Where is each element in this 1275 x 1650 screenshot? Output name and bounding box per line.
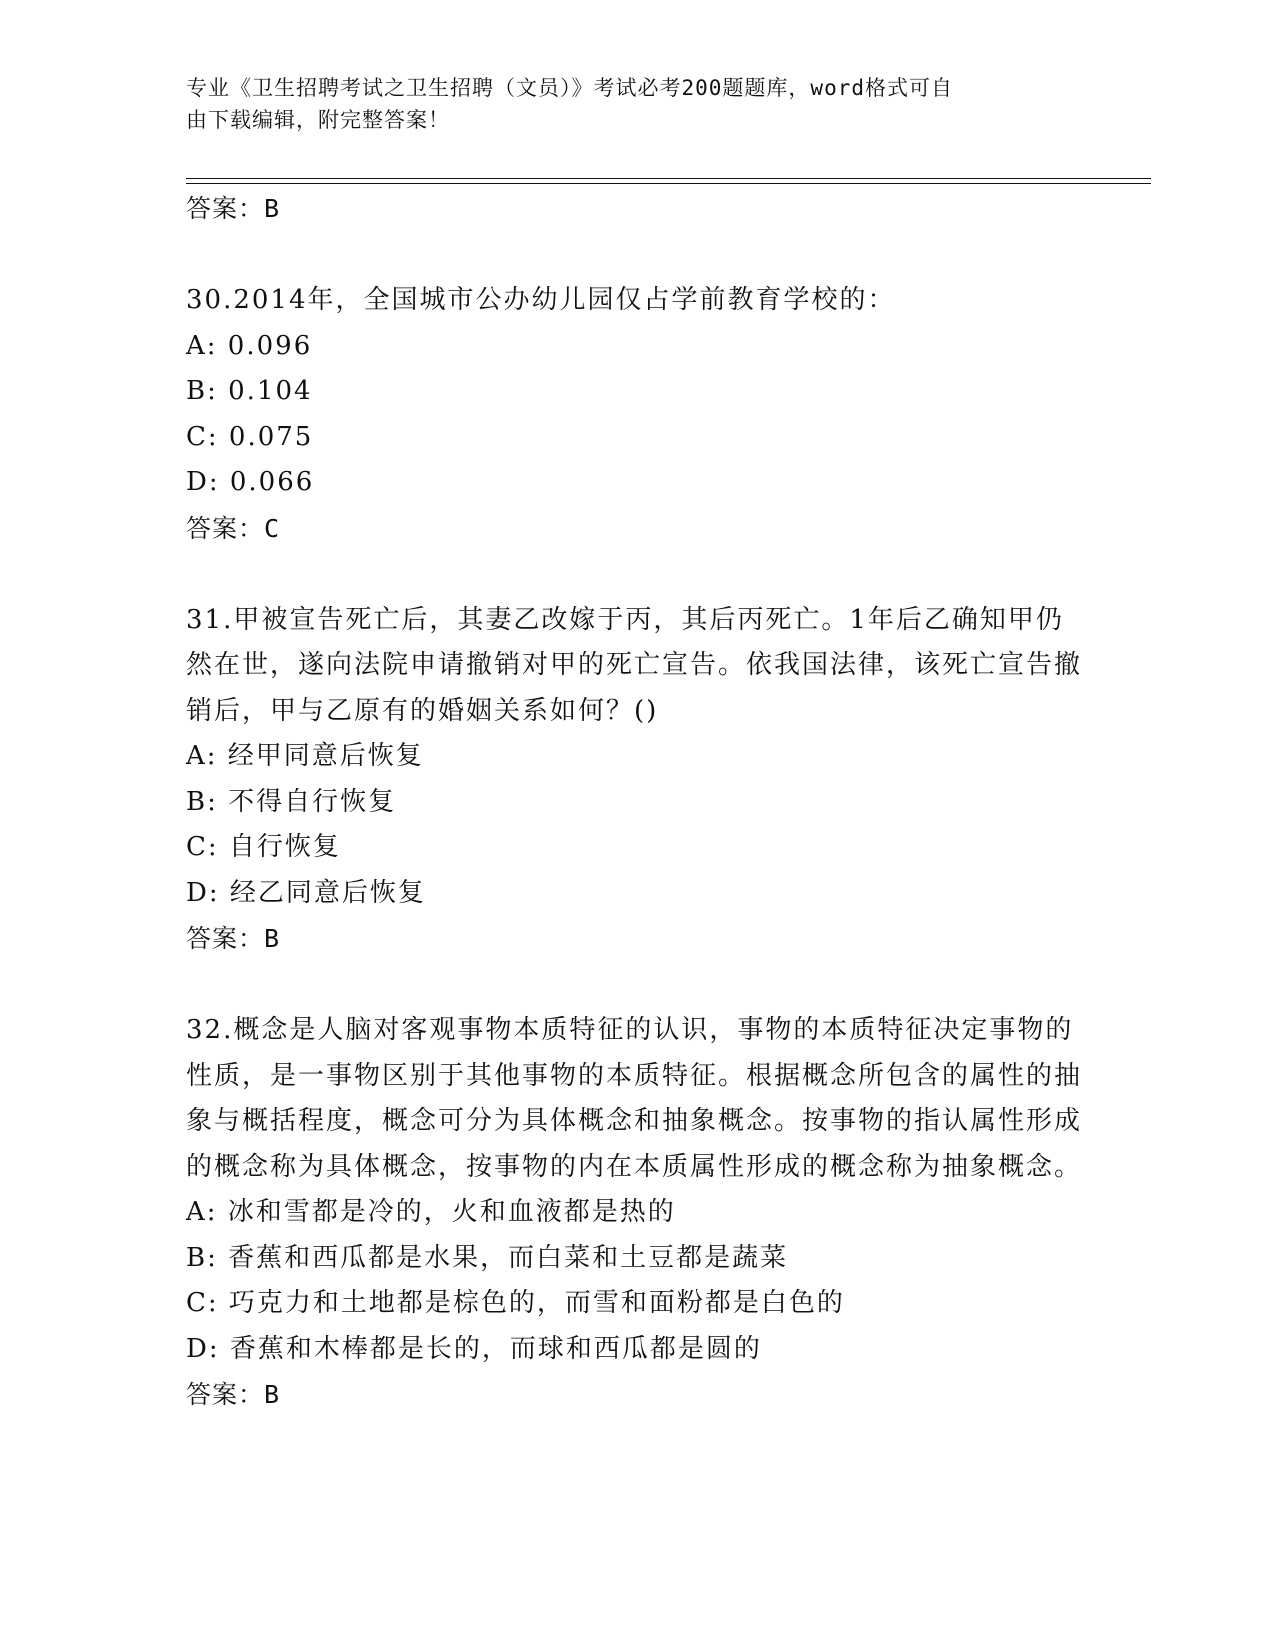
option-d: D: 0.066 [186, 467, 315, 497]
option-a: A: 冰和雪都是冷的，火和血液都是热的 [186, 1197, 676, 1227]
option-c: C: 自行恢复 [186, 832, 341, 862]
question-answer: 答案：B [186, 1380, 281, 1409]
document-header [186, 72, 1066, 136]
header-line-2: 由下载编辑，附完整答案！ [186, 108, 450, 132]
option-b: B: 不得自行恢复 [186, 786, 397, 817]
question-stem: 30.2014年，全国城市公办幼儿园仅占学前教育学校的： [186, 285, 896, 315]
question-stem: 31.甲被宣告死亡后，其妻乙改嫁于丙，其后丙死亡。1年后乙确知甲仍然在世，遂向法院申请撤销对甲的死亡宣告。依我国法律，该死亡宣告撤销后，甲与乙原有的婚姻关系如何？() [186, 604, 1083, 726]
header-line-1: 专业《卫生招聘考试之卫生招聘（文员）》考试必考200题题库，word格式可自 [186, 76, 953, 100]
option-d: D: 香蕉和木棒都是长的，而球和西瓜都是圆的 [186, 1333, 762, 1364]
question-31 [186, 598, 1086, 963]
question-answer: 答案：C [186, 513, 281, 543]
question-32 [186, 1008, 1086, 1418]
option-c: C: 巧克力和土地都是棕色的，而雪和面粉都是白色的 [186, 1288, 845, 1318]
question-stem: 32.概念是人脑对客观事物本质特征的认识，事物的本质特征决定事物的性质，是一事物区别于其他事物的本质特征。根据概念所包含的属性的抽象与概括程度，概念可分为具体概念和抽象概念。按事物的指认属性形成的概念称为具体概念，按事物的内在本质属性形成的概念称为抽象概念。 [186, 1015, 1083, 1182]
option-a: A: 经甲同意后恢复 [186, 741, 424, 771]
option-c: C: 0.075 [186, 421, 314, 452]
option-a: A: 0.096 [186, 330, 313, 361]
header-rule-bottom [186, 183, 1151, 184]
question-answer: 答案：B [186, 924, 281, 953]
option-d: D: 经乙同意后恢复 [186, 877, 426, 908]
question-30 [186, 278, 1086, 552]
option-b: B: 0.104 [186, 376, 313, 406]
document-body [186, 186, 1086, 1418]
option-b: B: 香蕉和西瓜都是水果，而白菜和土豆都是蔬菜 [186, 1242, 789, 1273]
header-rule-top [186, 178, 1151, 179]
previous-answer: 答案：B [186, 194, 281, 223]
